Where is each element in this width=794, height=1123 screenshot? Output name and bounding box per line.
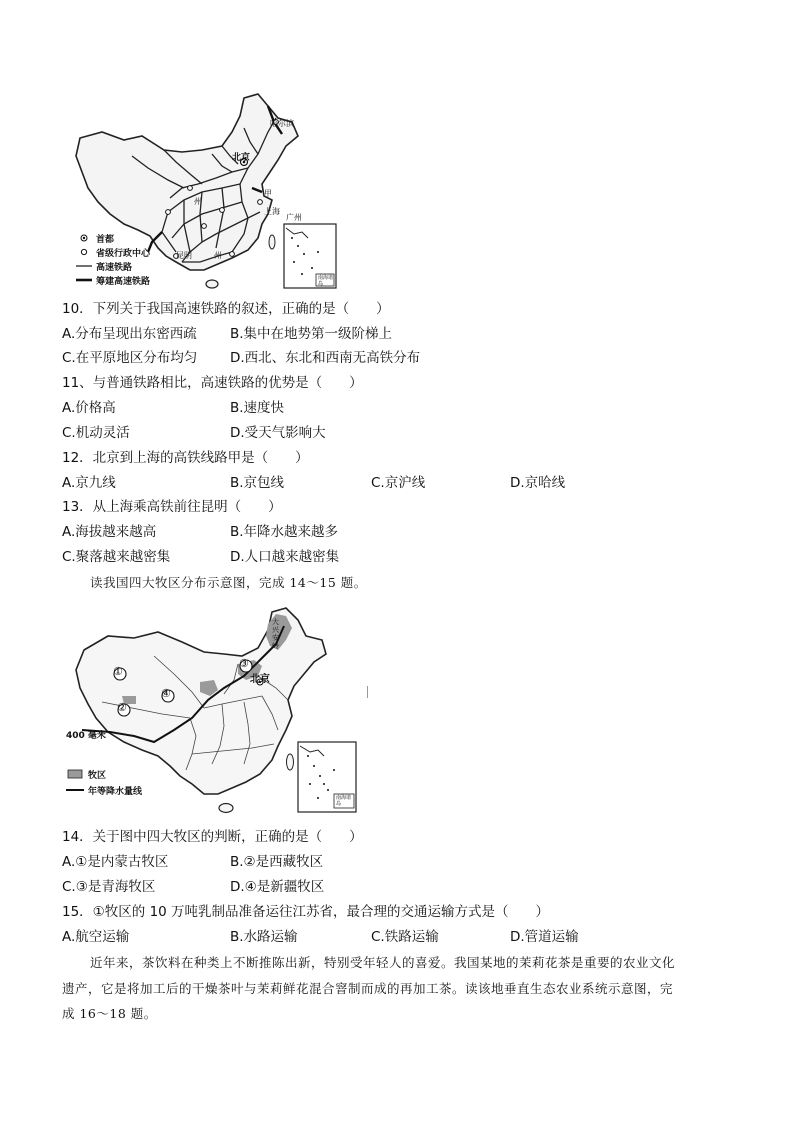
region-3: ③ — [239, 657, 249, 670]
q12-stem: 12．北京到上海的高铁线路甲是（ ） — [62, 450, 309, 466]
q14-option-a: A.①是内蒙古牧区 — [62, 854, 169, 870]
legend-provincial-center: 省级行政中心 — [96, 249, 151, 259]
label-beijing-2: 北京 — [250, 674, 270, 685]
label-zhou-bottom: 州 — [214, 251, 222, 260]
label-daxinganling: 大兴安岭 — [272, 618, 279, 650]
page-mark — [367, 686, 368, 698]
label-harbin: 哈尔滨 — [270, 119, 294, 128]
intro-14-15: 读我国四大牧区分布示意图，完成 14～15 题。 — [90, 575, 367, 590]
intro-16-18-line2: 遗产，它是将加工后的干燥茶叶与茉莉鲜花混合窨制而成的再加工茶。读该地垂直生态农业系统示意图，完 — [62, 981, 674, 996]
label-inset-2: 南海诸岛 — [336, 795, 352, 807]
q15-option-c: C.铁路运输 — [371, 929, 439, 945]
q13-option-a: A.海拔越来越高 — [62, 524, 157, 540]
q14-option-d: D.④是新疆牧区 — [230, 879, 325, 895]
label-isohyet-400: 400 毫米 — [66, 731, 106, 741]
q11-option-a: A.价格高 — [62, 400, 116, 416]
q12-option-a: A.京九线 — [62, 475, 116, 491]
legend-hsr: 高速铁路 — [96, 263, 133, 273]
q10-option-d: D.西北、东北和西南无高铁分布 — [230, 350, 421, 366]
q13-option-b: B.年降水越来越多 — [230, 524, 339, 540]
q15-option-a: A.航空运输 — [62, 929, 130, 945]
label-kunming: 昆明 — [176, 251, 192, 260]
q11-stem: 11、与普通铁路相比，高速铁路的优势是（ ） — [62, 375, 363, 391]
region-2: ② — [117, 701, 127, 714]
legend-isohyet: 年等降水量线 — [88, 787, 143, 797]
railway-map — [72, 92, 342, 292]
q10-option-b: B.集中在地势第一级阶梯上 — [230, 326, 393, 342]
q10-stem: 10．下列关于我国高速铁路的叙述，正确的是（ ） — [62, 301, 390, 317]
q13-option-c: C.聚落越来越密集 — [62, 549, 171, 565]
region-1: ① — [113, 665, 123, 678]
intro-16-18-line1: 近年来，茶饮料在种类上不断推陈出新，特别受年轻人的喜爱。我国某地的茉莉花茶是重要的农业文化 — [90, 955, 676, 970]
label-jia: 甲 — [264, 189, 272, 198]
q15-option-d: D.管道运输 — [510, 929, 579, 945]
label-shanghai: 上海 — [264, 207, 280, 216]
q12-option-c: C.京沪线 — [371, 475, 426, 491]
pastoral-map — [62, 604, 362, 816]
label-beijing: 北京 — [232, 153, 251, 163]
q11-option-b: B.速度快 — [230, 400, 285, 416]
q11-option-d: D.受天气影响大 — [230, 425, 326, 441]
label-inset: 南海诸岛 — [318, 275, 334, 287]
q14-stem: 14．关于图中四大牧区的判断，正确的是（ ） — [62, 829, 363, 845]
q15-stem: 15．①牧区的 10 万吨乳制品准备运往江苏省，最合理的交通运输方式是（ ） — [62, 904, 550, 920]
legend-planned-hsr: 筹建高速铁路 — [96, 277, 151, 287]
legend-pastoral: 牧区 — [88, 771, 107, 781]
label-zhou-left: 州 — [194, 197, 202, 206]
q12-option-d: D.京哈线 — [510, 475, 566, 491]
q13-stem: 13．从上海乘高铁前往昆明（ ） — [62, 499, 282, 515]
q15-option-b: B.水路运输 — [230, 929, 298, 945]
q14-option-b: B.②是西藏牧区 — [230, 854, 324, 870]
legend-capital: 首都 — [96, 235, 115, 245]
label-guangzhou: 广州 — [286, 213, 302, 222]
q14-option-c: C.③是青海牧区 — [62, 879, 156, 895]
q10-option-a: A.分布呈现出东密西疏 — [62, 326, 197, 342]
region-4: ④ — [161, 687, 171, 700]
q13-option-d: D.人口越来越密集 — [230, 549, 340, 565]
q11-option-c: C.机动灵活 — [62, 425, 130, 441]
intro-16-18-line3: 成 16～18 题。 — [62, 1006, 157, 1021]
q10-option-c: C.在平原地区分布均匀 — [62, 350, 198, 366]
q12-option-b: B.京包线 — [230, 475, 285, 491]
